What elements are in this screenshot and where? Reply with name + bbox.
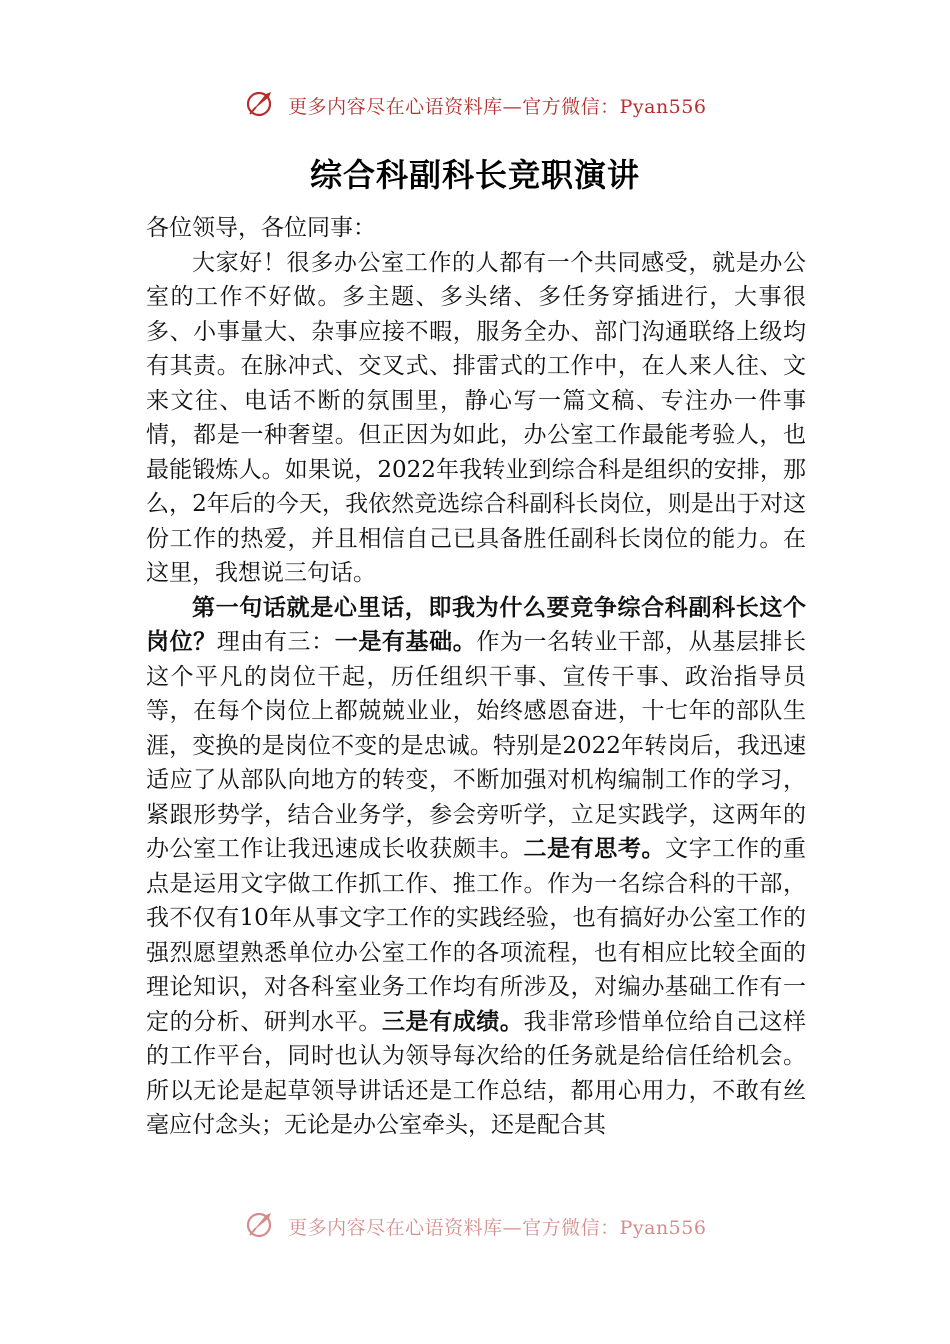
- watermark-text: 更多内容尽在心语资料库—官方微信：Pyan556: [288, 1217, 707, 1239]
- document-body: [146, 211, 806, 1216]
- point-1-text: 作为一名转业干部，从基层排长这个平凡的岗位干起，历任组织干事、宣传干事、政治指导员等，在每个岗位上都兢兢业业，始终感恩奋进，十七年的部队生涯，变换的是岗位不变的是忠诚。特别是2022年转岗后，我迅速适应了从部队向地方的转变，不断加强对机构编制工作的学习，紧跟形势学，结合业务学，参会旁听学，立足实践学，这两年的办公室工作让我迅速成长收获颇丰。: [146, 629, 806, 862]
- point-1-label: 一是有基础。: [334, 628, 477, 655]
- paragraph-intro: 大家好！很多办公室工作的人都有一个共同感受，就是办公室的工作不好做。多主题、多头绪、多任务穿插进行，大事很多、小事量大、杂事应接不暇，服务全办、部门沟通联络上级均有其责。在脉冲式、交叉式、排雷式的工作中，在人来人往、文来文往、电话不断的氛围里，静心写一篇文稿、专注办一件事情，都是一种奢望。但正因为如此，办公室工作最能考验人，也最能锻炼人。如果说，2022年我转业到综合科是组织的安排，那么，2年后的今天，我依然竞选综合科副科长岗位，则是出于对这份工作的热爱，并且相信自己已具备胜任副科长岗位的能力。在这里，我想说三句话。: [146, 249, 806, 586]
- pen-nib-logo-icon: [244, 88, 278, 123]
- point-2-label: 二是有思考。: [523, 835, 666, 862]
- point-3-label: 三是有成绩。: [381, 1007, 524, 1035]
- section-heading: 第一句话就是心里话，即我为什么要竞争综合科副科长这个岗位？: [146, 593, 806, 655]
- watermark-footer: [0, 1209, 950, 1244]
- pen-nib-logo-icon: [244, 1209, 278, 1244]
- watermark-header: [0, 88, 950, 123]
- point-3-text: 我非常珍惜单位给自己这样的工作平台，同时也认为领导每次给的任务就是给信任给机会。所以无论是起草领导讲话还是工作总结，都用心用力，不敢有丝毫应付念头；无论是办公室牵头，还是配合其: [146, 1008, 806, 1138]
- paragraph-first-point: [146, 591, 806, 1143]
- reasons-intro: 理由有三：: [216, 629, 335, 655]
- salutation: 各位领导，各位同事：: [146, 215, 376, 241]
- watermark-text: 更多内容尽在心语资料库—官方微信：Pyan556: [288, 96, 707, 118]
- point-2-text: 文字工作的重点是运用文字做工作抓工作、推工作。作为一名综合科的干部，我不仅有10年从事文字工作的实践经验，也有搞好办公室工作的强烈愿望熟悉单位办公室工作的各项流程，也有相应比较全面的理论知识，对各科室业务工作均有所涉及，对编办基础工作有一定的分析、研判水平。: [146, 836, 806, 1035]
- document-title: 综合科副科长竞职演讲: [309, 156, 640, 194]
